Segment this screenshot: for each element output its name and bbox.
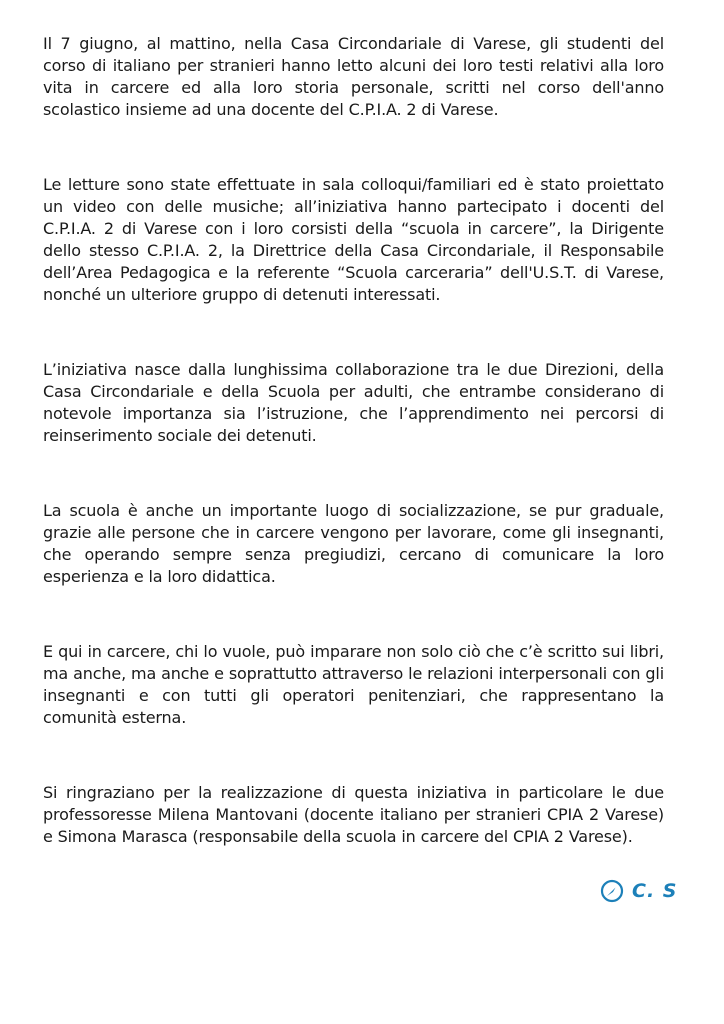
signature [600, 876, 677, 906]
compass-icon [600, 879, 624, 903]
paragraph-2: Le letture sono state effettuate in sala colloqui/familiari ed è stato proiettato un video con delle musiche; all’iniziativa hanno partecipato i docenti del C.P.I.A. 2 di Varese con i loro corsisti della “scuola in carcere”, la Dirigente dello stesso C.P.I.A. 2, la Direttrice della Casa Circondariale, il Responsabile dell’Area Pedagogica e la referente “Scuola carceraria” dell'U.S.T. di Varese, nonché un ulteriore gruppo di detenuti interessati. [43, 175, 664, 304]
paragraph-6: Si ringraziano per la realizzazione di questa iniziativa in particolare le due professoresse Milena Mantovani (docente italiano per stranieri CPIA 2 Varese) e Simona Marasca (responsabile della scuola in carcere del CPIA 2 Varese). [43, 783, 664, 846]
paragraph-1: Il 7 giugno, al mattino, nella Casa Circondariale di Varese, gli studenti del corso di italiano per stranieri hanno letto alcuni dei loro testi relativi alla loro vita in carcere ed alla loro storia personale, scritti nel corso dell'anno scolastico insieme ad una docente del C.P.I.A. 2 di Varese. [43, 34, 664, 119]
paragraph-5: E qui in carcere, chi lo vuole, può imparare non solo ciò che c’è scritto sui libri, ma anche, ma anche e soprattutto attraverso le relazioni interpersonali con gli insegnanti e con tutti gli operatori penitenziari, che rappresentano la comunità esterna. [43, 642, 664, 727]
paragraph-4: La scuola è anche un importante luogo di socializzazione, se pur graduale, grazie alle persone che in carcere vengono per lavorare, come gli insegnanti, che operando sempre senza pregiudizi, cercano di comunicare la loro esperienza e la loro didattica. [43, 501, 664, 586]
signature-text: C. S [632, 880, 678, 902]
document-body [43, 33, 664, 848]
paragraph-3: L’iniziativa nasce dalla lunghissima collaborazione tra le due Direzioni, della Casa Circondariale e della Scuola per adulti, che entrambe considerano di notevole importanza sia l’istruzione, che l’apprendimento nei percorsi di reinserimento sociale dei detenuti. [43, 360, 664, 445]
